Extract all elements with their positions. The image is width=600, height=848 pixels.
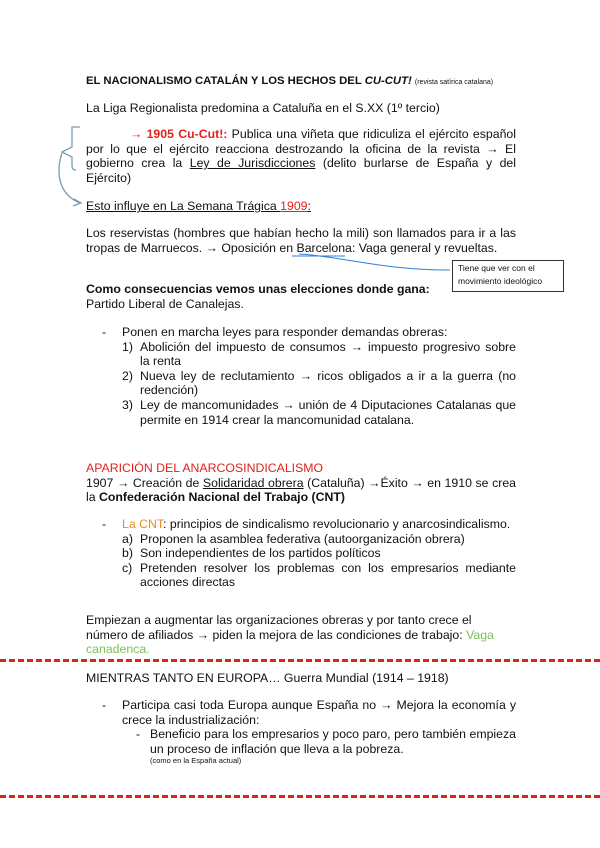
- tragic-week-line: [86, 199, 526, 214]
- bullet-dash: -: [102, 325, 107, 339]
- bullet-dash: -: [102, 517, 107, 531]
- law-number: 2): [122, 368, 133, 383]
- laws-intro: Ponen en marcha leyes para responder demandas obreras:: [122, 325, 448, 339]
- callout-line-2: movimiento ideológico: [458, 276, 543, 286]
- europe-subitem: [102, 727, 516, 765]
- europe-item: [102, 698, 516, 727]
- cnt-list: [102, 517, 516, 590]
- cnt-item-text: Son independientes de los partidos políticos: [140, 546, 381, 561]
- title-note: (revista satírica catalana): [414, 79, 494, 86]
- bullet-dash: -: [136, 727, 141, 742]
- cnt-letter: b): [122, 546, 133, 561]
- anarco-text: 1907 → Creación de: [86, 475, 203, 490]
- cnt-item: [102, 532, 516, 547]
- tragic-week-label: Esto influye en La Semana Trágica: [86, 199, 281, 213]
- law-item: [102, 340, 516, 369]
- cnt-intro-item: [102, 517, 516, 532]
- europe-list: [102, 698, 516, 765]
- europe-item-text: Participa casi toda Europa aunque España no → Mejora la economía y crece la industrialización:: [122, 698, 516, 727]
- elections-block: [86, 282, 446, 311]
- europe-subitem-note: (como en la España actual): [150, 756, 242, 766]
- barcelona-word: Barcelona: [296, 240, 352, 255]
- cnt-full-name: Confederación Nacional del Trabajo (CNT): [99, 490, 345, 505]
- law-number: 1): [122, 339, 133, 354]
- anarco-heading: APARICIÓN DEL ANARCOSINDICALISMO: [86, 461, 324, 475]
- reservists-text: Los reservistas (hombres que habían hecho la mili) son llamados para ir a las tropas de Marruecos. → Oposición en: [86, 226, 516, 255]
- tragic-week-year: 1909: [280, 199, 308, 213]
- curved-arrow: [59, 153, 80, 203]
- growth-text: Empiezan a augmentar las organizaciones obreras y por tanto crece el número de afiliados → piden la mejora de las condiciones de trabajo:: [86, 613, 472, 642]
- cnt-label: La CNT: [122, 517, 164, 531]
- cucut-text: Publica una viñeta que ridiculiza el ejército español por lo que el ejército reacciona destrozando la oficina de la revista → El gobierno crea la: [86, 127, 516, 171]
- solidaridad-obrera: Solidaridad obrera: [202, 475, 304, 490]
- callout-line-1: Tiene que ver con el: [458, 263, 535, 273]
- title-emphasis: CU-CUT!: [364, 75, 412, 87]
- section-divider: [0, 659, 600, 662]
- cnt-text: : principios de sindicalismo revolucionario y anarcosindicalismo.: [163, 517, 511, 531]
- elections-heading: Como consecuencias vemos unas elecciones donde gana:: [86, 282, 430, 296]
- bracket-annotation: [62, 127, 80, 170]
- law-text: Nueva ley de reclutamiento → ricos obligados a ir a la guerra (no redención): [140, 368, 516, 398]
- cnt-item: [102, 546, 516, 561]
- cucut-text-end: (delito burlarse de España y del Ejército): [86, 156, 516, 185]
- cnt-letter: a): [122, 531, 133, 546]
- laws-list: [102, 325, 516, 427]
- europe-subitem-text: Beneficio para los empresarios y poco paro, pero también empieza un proceso de inflación que lleva a la pobreza.: [150, 727, 516, 756]
- law-text: Abolición del impuesto de consumos → impuesto progresivo sobre la renta: [140, 339, 516, 369]
- law-number: 3): [122, 397, 133, 412]
- title-text: EL NACIONALISMO CATALÁN Y LOS HECHOS DEL: [86, 75, 365, 87]
- reservists-text-end: : Vaga general y revueltas.: [351, 240, 498, 255]
- europe-heading: MIENTRAS TANTO EN EUROPA… Guerra Mundial (1914 – 1918): [86, 671, 449, 685]
- tragic-week-colon: :: [307, 199, 311, 213]
- law-text: Ley de mancomunidades → unión de 4 Diputaciones Catalanas que permite en 1914 crear la mancomunidad catalana.: [140, 397, 516, 427]
- jurisdiction-law: Ley de Jurisdicciones: [189, 156, 316, 171]
- cnt-item: [102, 561, 516, 590]
- intro-paragraph: La Liga Regionalista predomina a Cataluña en el S.XX (1º tercio): [86, 101, 440, 115]
- law-item: [102, 398, 516, 427]
- cnt-item-text: Proponen la asamblea federativa (autoorganización obrera): [140, 531, 465, 546]
- growth-paragraph: [86, 613, 516, 657]
- reservists-paragraph: [86, 226, 516, 255]
- cnt-letter: c): [122, 560, 133, 575]
- section-divider-bottom: [0, 795, 600, 798]
- elections-party: Partido Liberal de Canalejas.: [86, 296, 244, 311]
- bullet-dash: -: [102, 698, 107, 712]
- comment-callout: [452, 260, 564, 292]
- laws-intro-item: [102, 325, 516, 340]
- anarco-section: [86, 461, 516, 505]
- law-item: [102, 369, 516, 398]
- cnt-item-text: Pretenden resolver los problemas con los empresarios mediante acciones directas: [140, 560, 516, 590]
- anarco-paragraph: [86, 476, 516, 505]
- vaga-canadenca: Vaga canadenca.: [86, 627, 494, 657]
- cucut-heading: → 1905 Cu-Cut!:: [130, 127, 228, 141]
- anarco-text-2: (Cataluña) →Éxito → en 1910 se crea la: [86, 475, 516, 505]
